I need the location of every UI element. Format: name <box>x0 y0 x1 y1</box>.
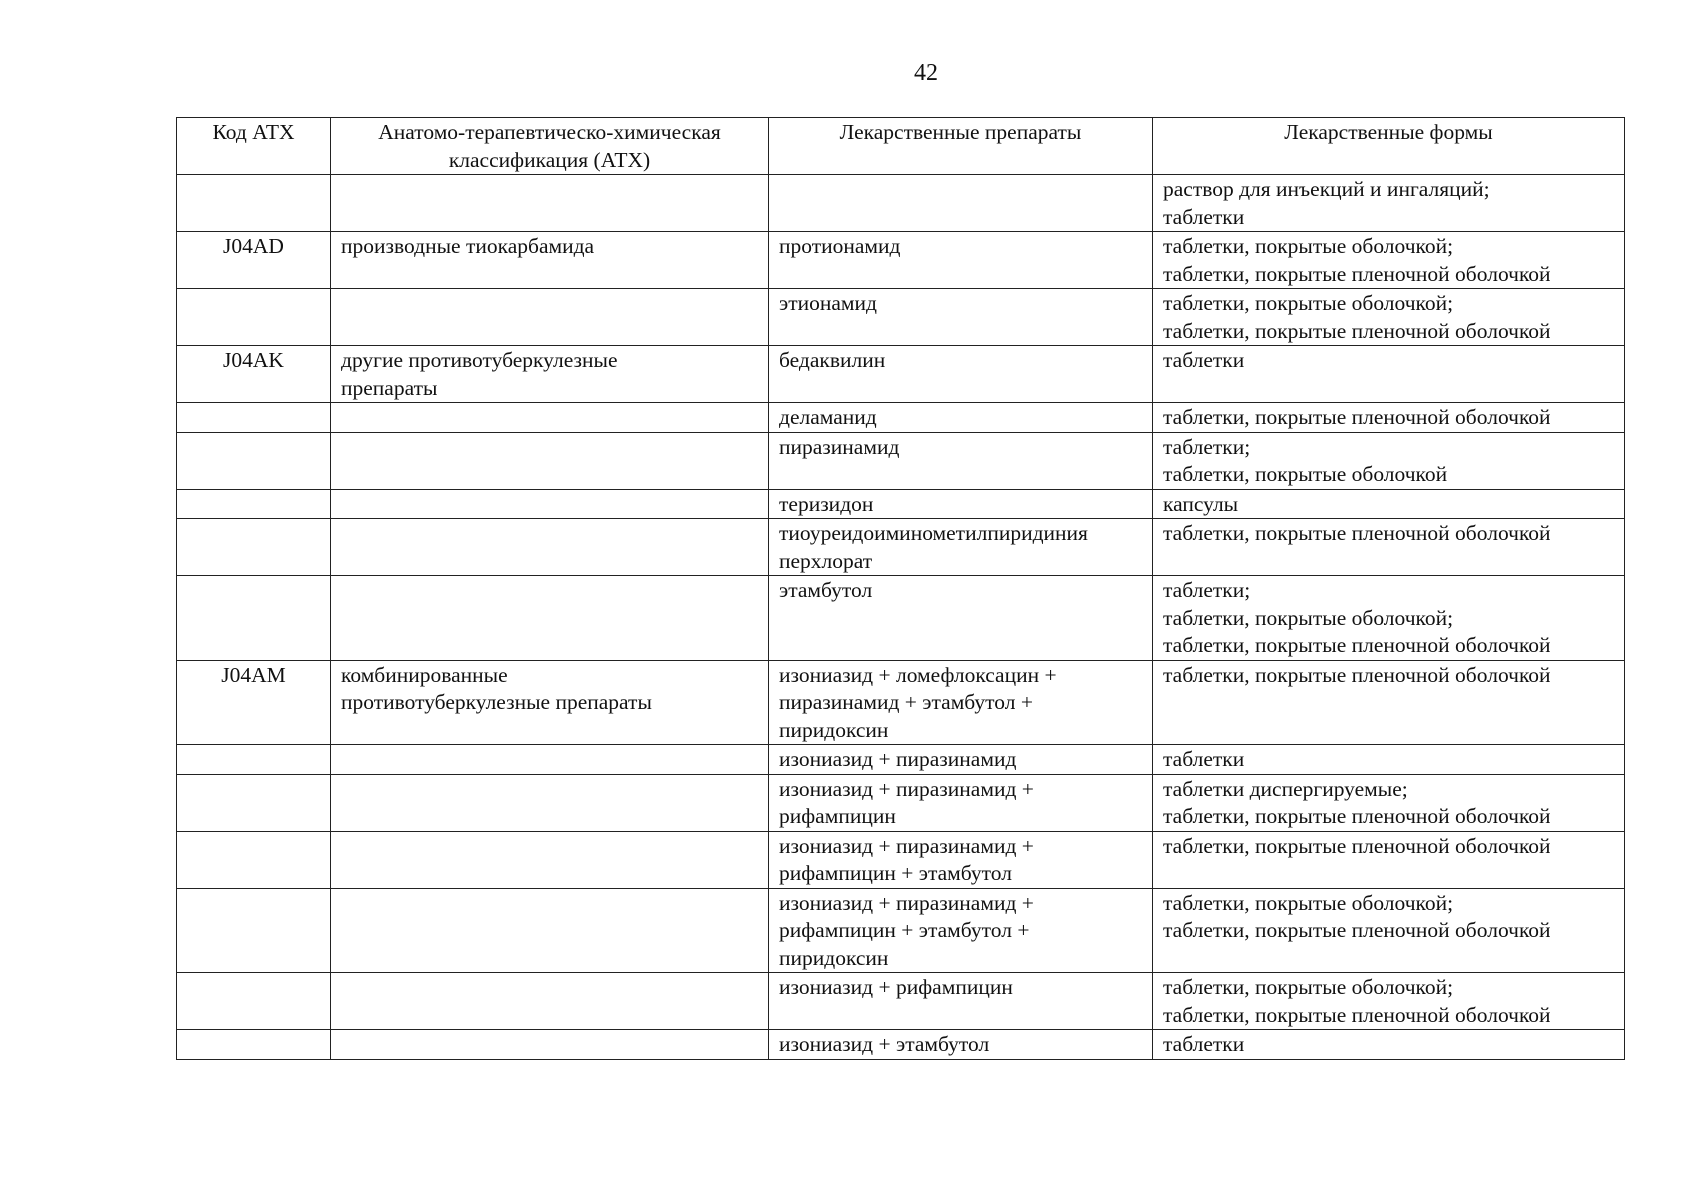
table-row <box>177 519 1625 576</box>
cell-forms: таблетки <box>1153 1030 1625 1060</box>
cell-classification <box>331 831 769 888</box>
cell-classification: комбинированные противотуберкулезные препараты <box>331 660 769 745</box>
cell-forms: раствор для инъекций и ингаляций; таблетки <box>1153 175 1625 232</box>
header-atx-code: Код АТХ <box>177 118 331 175</box>
cell-code <box>177 973 331 1030</box>
cell-forms: таблетки, покрытые пленочной оболочкой <box>1153 519 1625 576</box>
cell-code <box>177 745 331 775</box>
cell-code <box>177 432 331 489</box>
table-row <box>177 831 1625 888</box>
table-row <box>177 973 1625 1030</box>
table-row <box>177 289 1625 346</box>
cell-classification <box>331 489 769 519</box>
header-drugs: Лекарственные препараты <box>769 118 1153 175</box>
cell-drug: изониазид + этамбутол <box>769 1030 1153 1060</box>
cell-code <box>177 831 331 888</box>
cell-forms: таблетки, покрытые пленочной оболочкой <box>1153 403 1625 433</box>
cell-drug: изониазид + пиразинамид + рифампицин <box>769 774 1153 831</box>
header-atx-classification: Анатомо-терапевтическо-химическая классификация (АТХ) <box>331 118 769 175</box>
cell-code <box>177 175 331 232</box>
cell-code <box>177 774 331 831</box>
table-row <box>177 1030 1625 1060</box>
cell-forms: таблетки <box>1153 745 1625 775</box>
cell-forms: таблетки <box>1153 346 1625 403</box>
cell-drug: бедаквилин <box>769 346 1153 403</box>
cell-forms: таблетки, покрытые оболочкой; таблетки, покрытые пленочной оболочкой <box>1153 973 1625 1030</box>
cell-drug: пиразинамид <box>769 432 1153 489</box>
cell-classification <box>331 403 769 433</box>
page-number: 42 <box>914 60 938 86</box>
cell-drug: изониазид + пиразинамид + рифампицин + этамбутол + пиридоксин <box>769 888 1153 973</box>
cell-forms: капсулы <box>1153 489 1625 519</box>
table-row <box>177 346 1625 403</box>
cell-drug: деламанид <box>769 403 1153 433</box>
cell-classification <box>331 774 769 831</box>
cell-forms: таблетки, покрытые пленочной оболочкой <box>1153 831 1625 888</box>
cell-classification <box>331 745 769 775</box>
cell-drug: изониазид + рифампицин <box>769 973 1153 1030</box>
table-row <box>177 660 1625 745</box>
cell-forms: таблетки, покрытые оболочкой; таблетки, покрытые пленочной оболочкой <box>1153 289 1625 346</box>
table-row <box>177 175 1625 232</box>
cell-drug: этионамид <box>769 289 1153 346</box>
cell-drug: изониазид + ломефлоксацин + пиразинамид + этамбутол + пиридоксин <box>769 660 1153 745</box>
table-header-row <box>177 118 1625 175</box>
cell-forms: таблетки, покрытые оболочкой; таблетки, покрытые пленочной оболочкой <box>1153 888 1625 973</box>
table-row <box>177 403 1625 433</box>
table-row <box>177 489 1625 519</box>
cell-classification <box>331 1030 769 1060</box>
cell-drug: протионамид <box>769 232 1153 289</box>
cell-code <box>177 519 331 576</box>
cell-forms: таблетки; таблетки, покрытые оболочкой <box>1153 432 1625 489</box>
cell-code: J04AM <box>177 660 331 745</box>
table-row <box>177 432 1625 489</box>
cell-classification <box>331 289 769 346</box>
cell-forms: таблетки; таблетки, покрытые оболочкой; таблетки, покрытые пленочной оболочкой <box>1153 576 1625 661</box>
cell-code <box>177 403 331 433</box>
cell-drug: теризидон <box>769 489 1153 519</box>
cell-classification <box>331 519 769 576</box>
table-row <box>177 232 1625 289</box>
cell-classification <box>331 888 769 973</box>
atx-table <box>176 117 1625 1060</box>
cell-classification <box>331 175 769 232</box>
cell-forms: таблетки диспергируемые; таблетки, покрытые пленочной оболочкой <box>1153 774 1625 831</box>
cell-drug <box>769 175 1153 232</box>
table-row <box>177 774 1625 831</box>
cell-drug: изониазид + пиразинамид <box>769 745 1153 775</box>
cell-classification <box>331 973 769 1030</box>
cell-forms: таблетки, покрытые оболочкой; таблетки, покрытые пленочной оболочкой <box>1153 232 1625 289</box>
cell-code: J04AK <box>177 346 331 403</box>
header-dosage-forms: Лекарственные формы <box>1153 118 1625 175</box>
table-row <box>177 576 1625 661</box>
table-row <box>177 888 1625 973</box>
cell-code <box>177 289 331 346</box>
cell-forms: таблетки, покрытые пленочной оболочкой <box>1153 660 1625 745</box>
cell-code <box>177 489 331 519</box>
cell-drug: этамбутол <box>769 576 1153 661</box>
cell-classification <box>331 576 769 661</box>
cell-code <box>177 888 331 973</box>
cell-classification <box>331 432 769 489</box>
cell-classification: другие противотуберкулезные препараты <box>331 346 769 403</box>
cell-classification: производные тиокарбамида <box>331 232 769 289</box>
table-row <box>177 745 1625 775</box>
cell-drug: изониазид + пиразинамид + рифампицин + этамбутол <box>769 831 1153 888</box>
cell-code <box>177 576 331 661</box>
cell-code: J04AD <box>177 232 331 289</box>
cell-drug: тиоуреидоиминометилпиридиния перхлорат <box>769 519 1153 576</box>
cell-code <box>177 1030 331 1060</box>
